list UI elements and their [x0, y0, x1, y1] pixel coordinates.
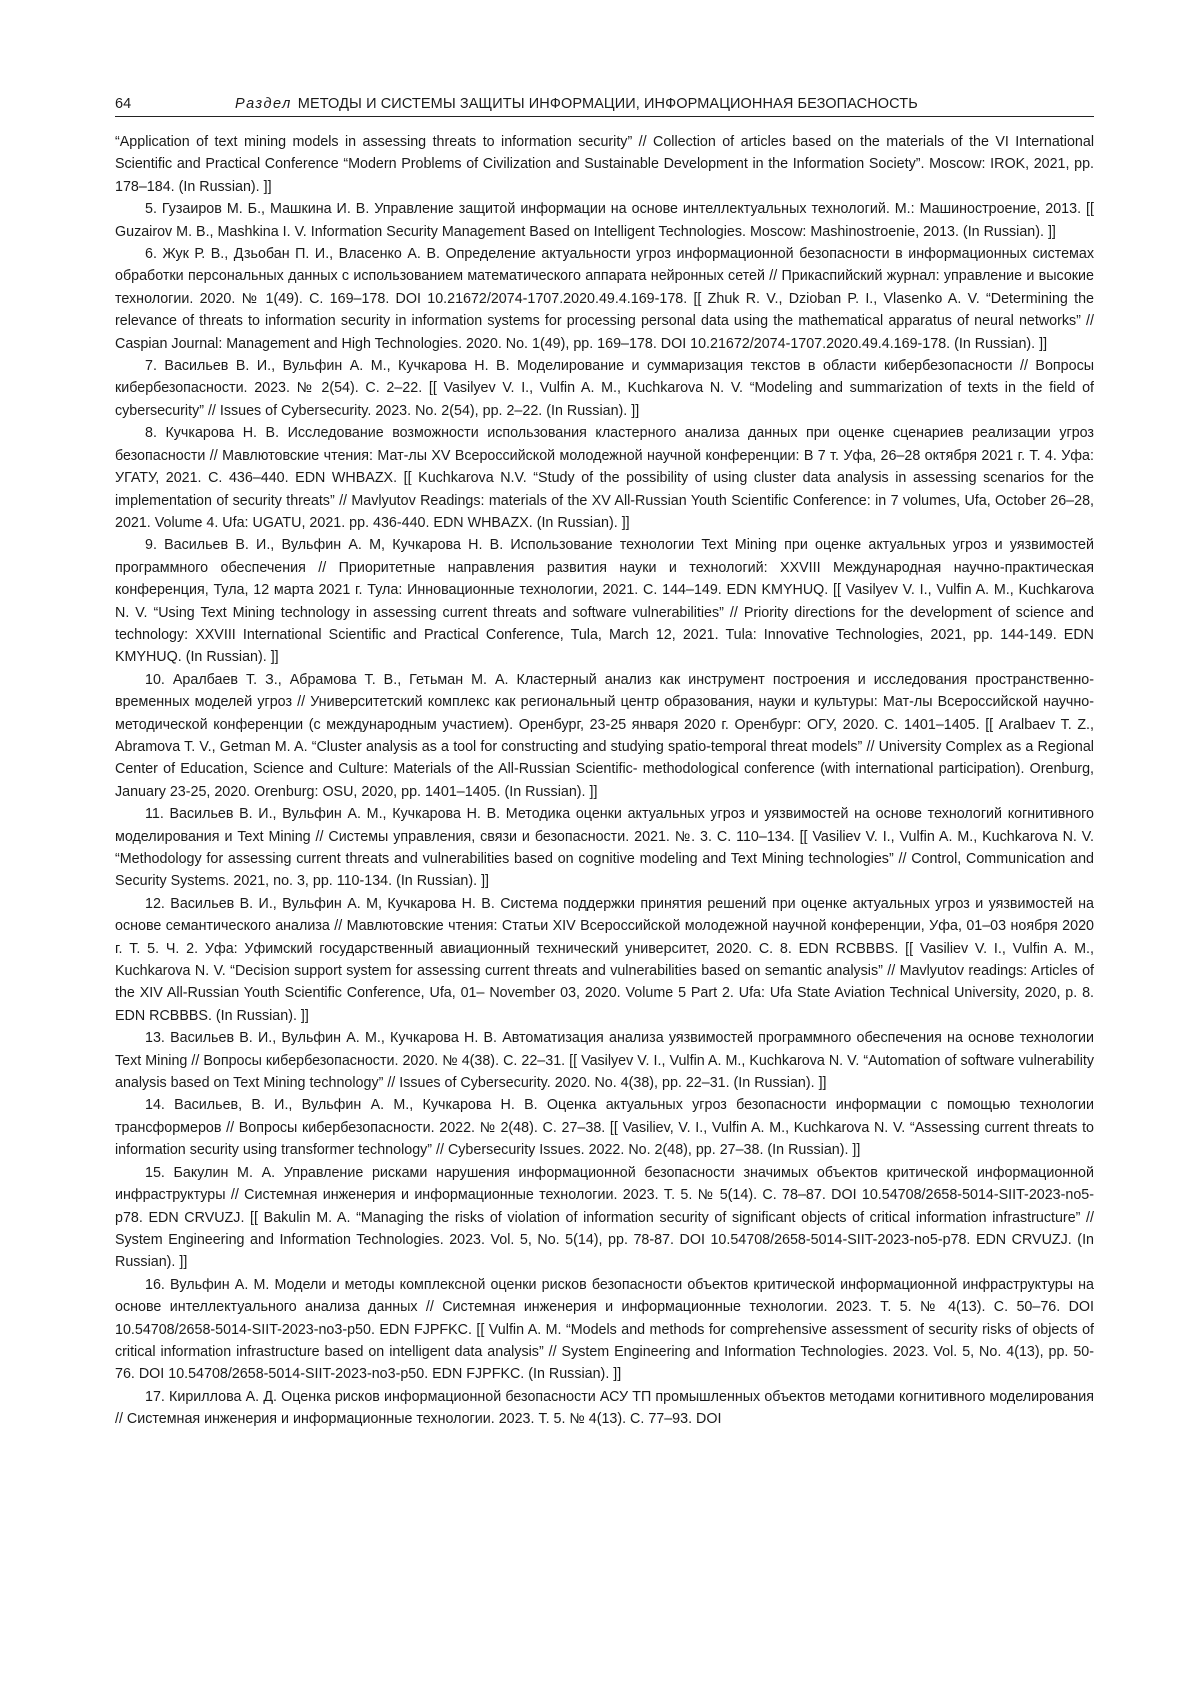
reference-item-17: 17. Кириллова А. Д. Оценка рисков информационной безопасности АСУ ТП промышленных объектов методами когнитивного моделирования // Системная инженерия и информационные технологии. 2023. Т. 5. № 4(13). С. 77–93. DOI	[115, 1388, 1094, 1428]
page-number: 64	[115, 96, 132, 112]
reference-item-15: 15. Бакулин М. А. Управление рисками нарушения информационной безопасности значимых объектов критической информационной инфраструктуры // Системная инженерия и информационные технологии. 2023. Т. 5. № 5(14). С. 78–87. DOI 10.54708/2658-5014-SIIT-2023-no5-p78. EDN CRVUZJ. [[ Bakulin M. A. “Managing the risks of violation of information security of significant objects of critical information infrastructure” // System Engineering and Information Technologies. 2023. Vol. 5, No. 5(14), pp. 78-87. DOI 10.54708/2658-5014-SIIT-2023-no5-p78. EDN CRVUZJ. (In Russian). ]]	[115, 1164, 1094, 1271]
reference-item-13: 13. Васильев В. И., Вульфин А. М., Кучкарова Н. В. Автоматизация анализа уязвимостей программного обеспечения на основе технологии Text Mining // Вопросы кибербезопасности. 2020. № 4(38). С. 22–31. [[ Vasilyev V. I., Vulfin A. M., Kuchkarova N. V. “Automation of software vulnerability analysis based on Text Mining technology” // Issues of Cybersecurity. 2020. No. 4(38), pp. 22–31. (In Russian). ]]	[115, 1030, 1094, 1092]
reference-item-6: 6. Жук Р. В., Дзьобан П. И., Власенко А. В. Определение актуальности угроз информационной безопасности в информационных системах обработки персональных данных с использованием математического аппарата нейронных сетей // Прикаспийский журнал: управление и высокие технологии. 2020. № 1(49). С. 169–178. DOI 10.21672/2074-1707.2020.49.4.169-178. [[ Zhuk R. V., Dzioban P. I., Vlasenko A. V. “Determining the relevance of threats to information security in information systems for processing personal data using the mathematical apparatus of neural networks” // Caspian Journal: Management and High Technologies. 2020. No. 1(49), pp. 169–178. DOI 10.21672/2074-1707.2020.49.4.169-178. (In Russian). ]]	[115, 246, 1094, 352]
reference-continuation: “Application of text mining models in assessing threats to information security” // Collection of articles based on the materials of the VI International Scientific and Practical Conference “Modern Problems of Civilization and Sustainable Development in the Information Society”. Moscow: IROK, 2021, pp. 178–184. (In Russian). ]]	[115, 134, 1094, 195]
reference-item-12: 12. Васильев В. И., Вульфин А. М, Кучкарова Н. В. Система поддержки принятия решений при оценке актуальных угроз и уязвимостей на основе семантического анализа // Мавлютовские чтения: Статьи XIV Всероссийской молодежной научной конференции, Уфа, 01–03 ноября 2020 г. Т. 5. Ч. 2. Уфа: Уфимский государственный авиационный технический университет, 2020. С. 8. EDN RCBBBS. [[ Vasiliev V. I., Vulfin A. M., Kuchkarova N. V. “Decision support system for assessing current threats and vulnerabilities based on semantic analysis” // Mavlyutov readings: Articles of the XIV All-Russian Youth Scientific Conference, Ufa, 01– November 03, 2020. Volume 5 Part 2. Ufa: Ufa State Aviation Technical University, 2020, p. 8. EDN RCBBBS. (In Russian). ]]	[115, 895, 1094, 1024]
section-label: Раздел	[235, 96, 292, 112]
reference-item-7: 7. Васильев В. И., Вульфин А. М., Кучкарова Н. В. Моделирование и суммаризация текстов в области кибербезопасности // Вопросы кибербезопасности. 2023. № 2(54). С. 2–22. [[ Vasilyev V. I., Vulfin A. M., Kuchkarova N. V. “Modeling and summarization of texts in the field of cybersecurity” // Issues of Cybersecurity. 2023. No. 2(54), pp. 2–22. (In Russian). ]]	[115, 358, 1094, 419]
section-title	[235, 96, 1094, 112]
reference-item-10: 10. Аралбаев Т. З., Абрамова Т. В., Гетьман М. А. Кластерный анализ как инструмент построения и исследования пространственно-временных моделей угроз // Университетский комплекс как региональный центр образования, науки и культуры: Мат-лы Всероссийской научно-методической конференции (с международным участием). Оренбург, 23-25 января 2020 г. Оренбург: ОГУ, 2020. С. 1401–1405. [[ Aralbaev T. Z., Abramova T. V., Getman M. A. “Cluster analysis as a tool for constructing and studying spatio-temporal threat models” // University Complex as a Regional Center of Education, Science and Culture: Materials of the All-Russian Scientific- methodological conference (with international participation). Orenburg, January 23-25, 2020. Orenburg: OSU, 2020, pp. 1401–1405. (In Russian). ]]	[115, 671, 1094, 800]
reference-item-16: 16. Вульфин А. М. Модели и методы комплексной оценки рисков безопасности объектов критической информационной инфраструктуры на основе интеллектуального анализа данных // Системная инженерия и информационные технологии. 2023. Т. 5. № 4(13). С. 50–76. DOI 10.54708/2658-5014-SIIT-2023-no3-p50. EDN FJPFKC. [[ Vulfin A. M. “Models and methods for comprehensive assessment of security risks of objects of critical information infrastructure based on intelligent data analysis” // System Engineering and Information Technologies. 2023. Vol. 5, No. 4(13), pp. 50-76. DOI 10.54708/2658-5014-SIIT-2023-no3-p50. EDN FJPFKC. (In Russian). ]]	[115, 1276, 1094, 1383]
reference-list	[115, 131, 1094, 1431]
reference-item-11: 11. Васильев В. И., Вульфин А. М., Кучкарова Н. В. Методика оценки актуальных угроз и уязвимостей на основе технологий когнитивного моделирования и Text Mining // Системы управления, связи и безопасности. 2021. №. 3. С. 110–134. [[ Vasiliev V. I., Vulfin A. M., Kuchkarova N. V. “Methodology for assessing current threats and vulnerabilities based on cognitive modeling and Text Mining technologies” // Control, Communication and Security Systems. 2021, no. 3, pp. 110-134. (In Russian). ]]	[115, 806, 1094, 890]
reference-item-5: 5. Гузаиров М. Б., Машкина И. В. Управление защитой информации на основе интеллектуальных технологий. М.: Машиностроение, 2013. [[ Guzairov M. B., Mashkina I. V. Information Security Management Based on Intelligent Technologies. Moscow: Mashinostroenie, 2013. (In Russian). ]]	[115, 201, 1094, 240]
running-header	[115, 96, 1094, 117]
reference-item-8: 8. Кучкарова Н. В. Исследование возможности использования кластерного анализа данных при оценке сценариев реализации угроз безопасности // Мавлютовские чтения: Мат-лы XV Всероссийской молодежной научной конференции: В 7 т. Уфа, 26–28 октября 2021 г. Т. 4. Уфа: УГАТУ, 2021. С. 436–440. EDN WHBAZX. [[ Kuchkarova N.V. “Study of the possibility of using cluster data analysis in assessing scenarios for the implementation of security threats” // Mavlyutov Readings: materials of the XV All-Russian Youth Scientific Conference: in 7 volumes, Ufa, October 26–28, 2021. Volume 4. Ufa: UGATU, 2021. pp. 436-440. EDN WHBAZX. (In Russian). ]]	[115, 425, 1094, 531]
section-title-text: МЕТОДЫ И СИСТЕМЫ ЗАЩИТЫ ИНФОРМАЦИИ, ИНФОРМАЦИОННАЯ БЕЗОПАСНОСТЬ	[297, 96, 918, 112]
reference-item-9: 9. Васильев В. И., Вульфин А. М, Кучкарова Н. В. Использование технологии Text Mining при оценке актуальных угроз и уязвимостей программного обеспечения // Приоритетные направления развития науки и технологий: XXVIII Международная научно-практическая конференция, Тула, 12 марта 2021 г. Тула: Инновационные технологии, 2021. С. 144–149. EDN KMYHUQ. [[ Vasilyev V. I., Vulfin A. M., Kuchkarova N. V. “Using Text Mining technology in assessing current threats and software vulnerabilities” // Priority directions for the development of science and technology: XXVIII International Scientific and Practical Conference, Tula, March 12, 2021. Tula: Innovative Technologies, 2021, pp. 144-149. EDN KMYHUQ. (In Russian). ]]	[115, 537, 1094, 666]
reference-item-14: 14. Васильев, В. И., Вульфин А. М., Кучкарова Н. В. Оценка актуальных угроз безопасности информации с помощью технологии трансформеров // Вопросы кибербезопасности. 2022. № 2(48). С. 27–38. [[ Vasiliev, V. I., Vulfin A. M., Kuchkarova N. V. “Assessing current threats to information security using transformer technology” // Cybersecurity Issues. 2022. No. 2(48), pp. 27–38. (In Russian). ]]	[115, 1097, 1094, 1159]
